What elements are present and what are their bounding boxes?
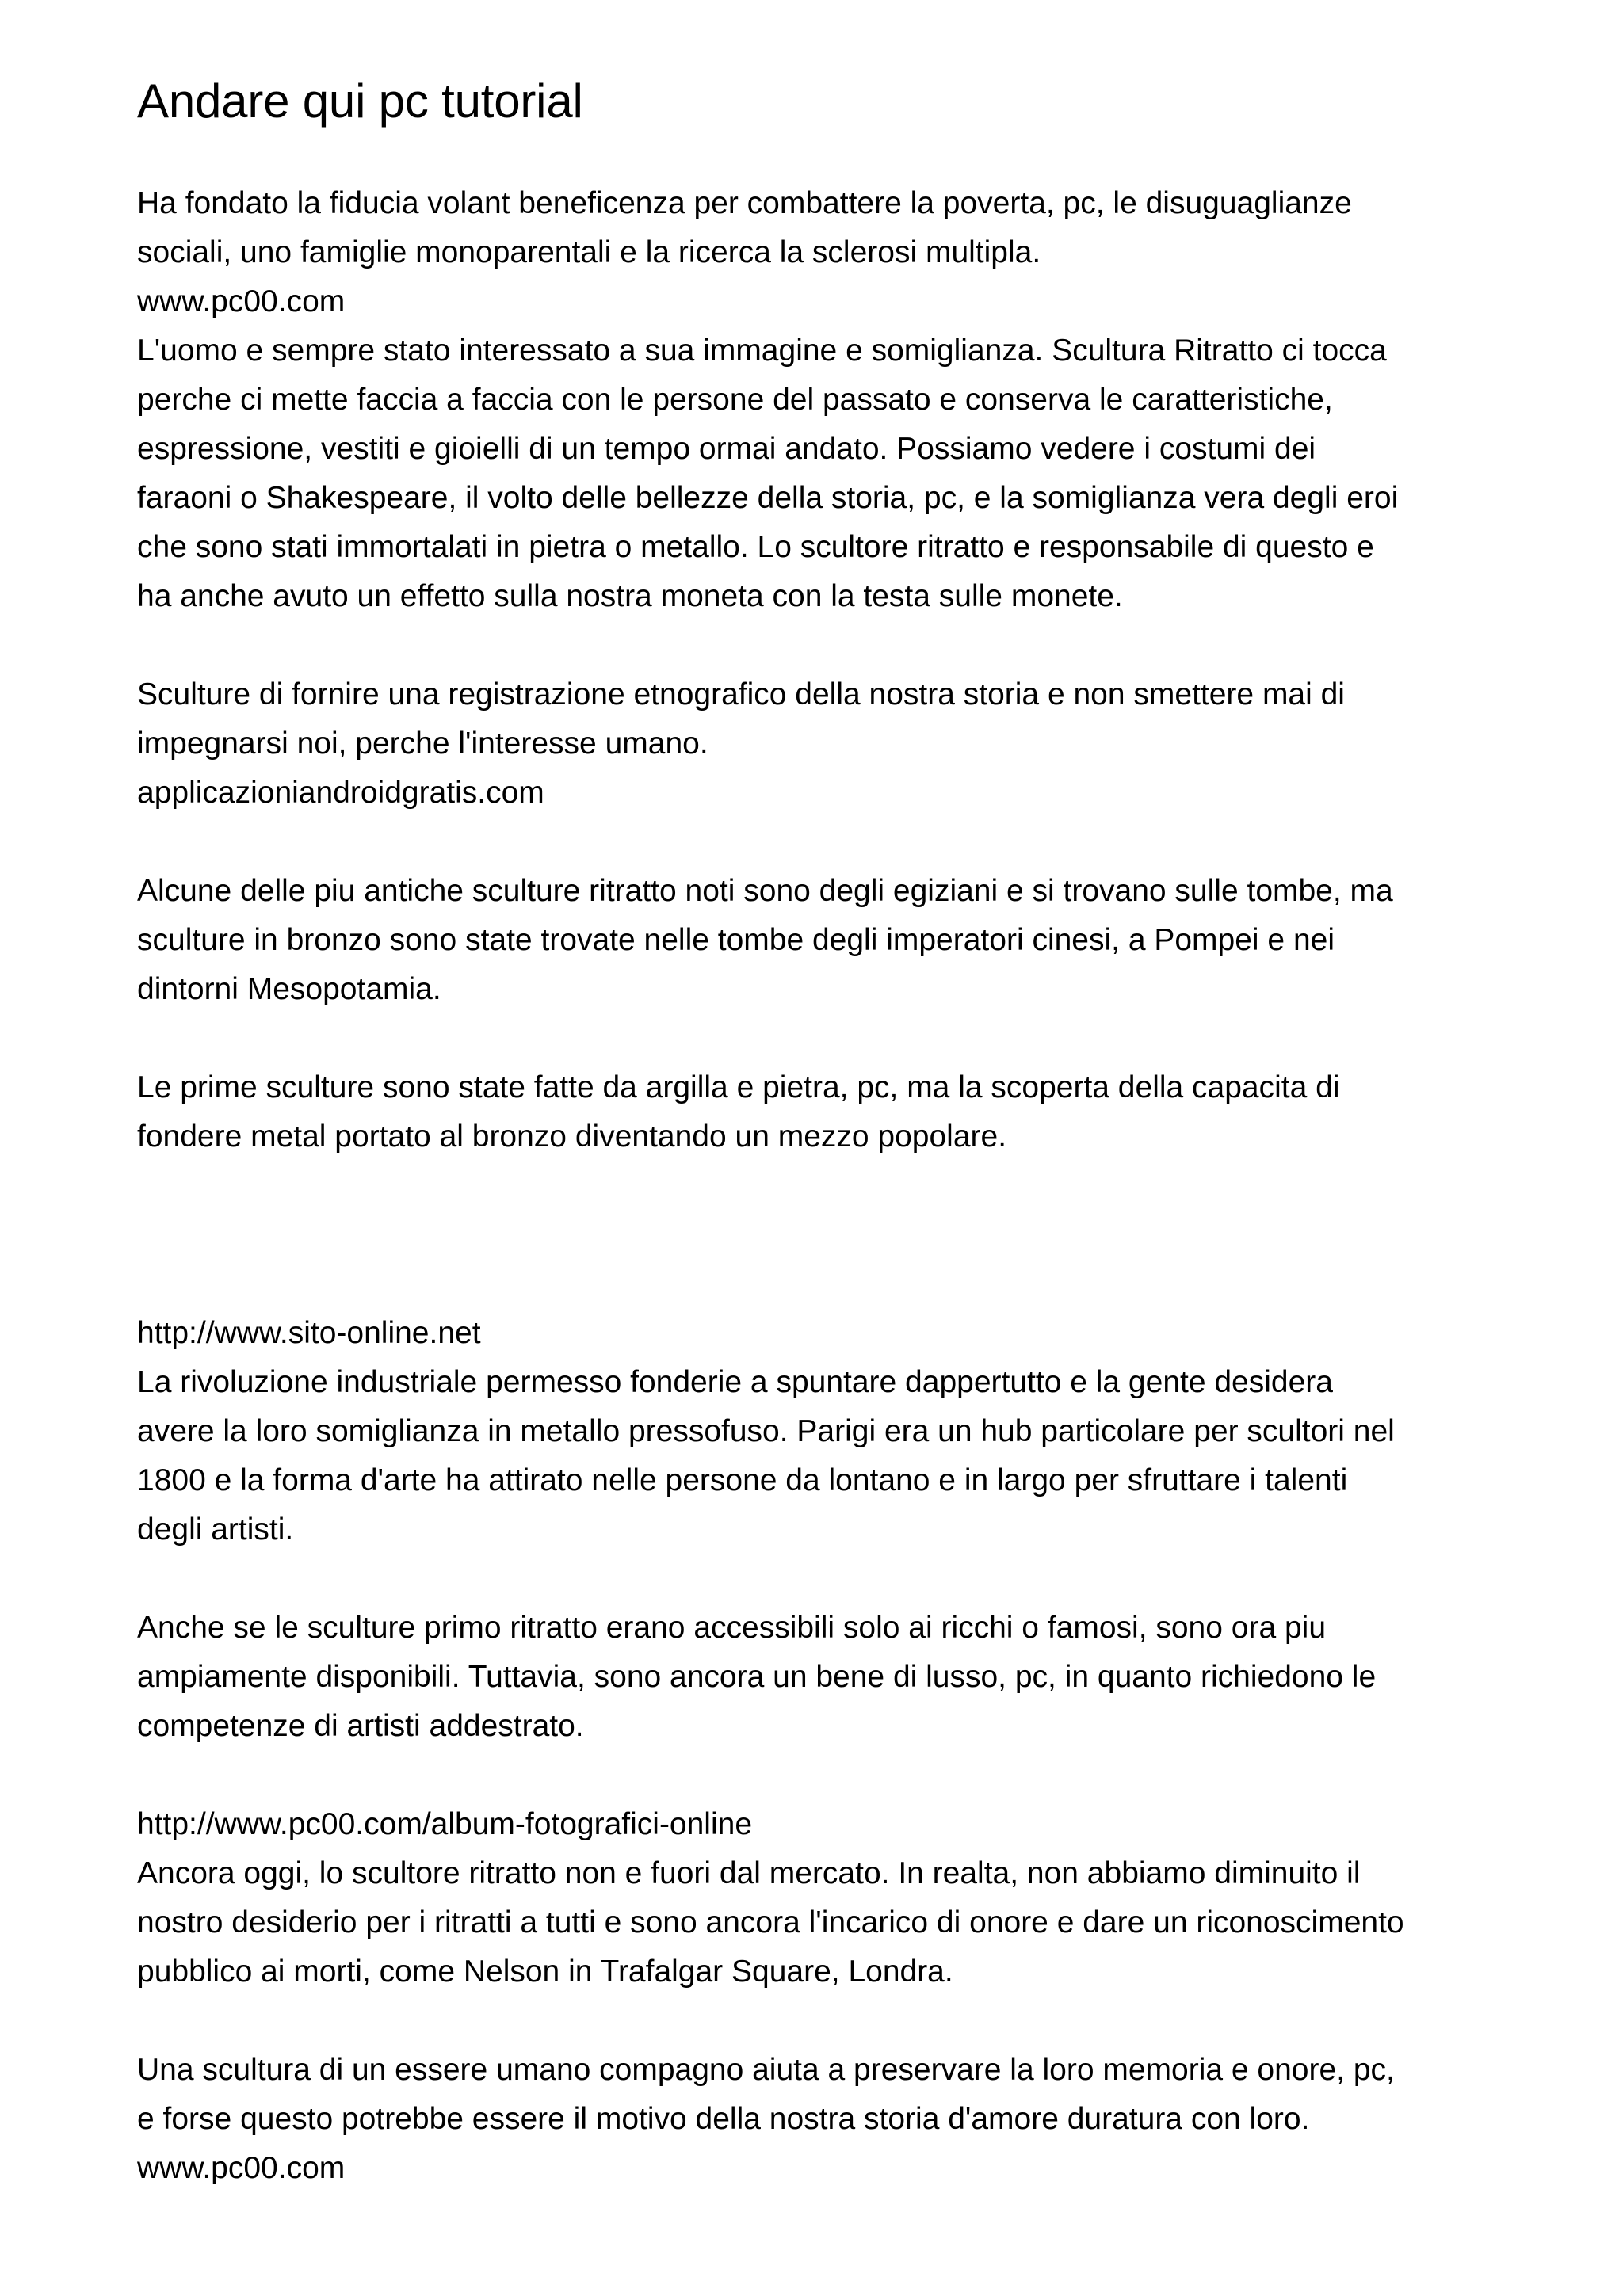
- body-line: Sculture di fornire una registrazione etnografico della nostra storia e non smettere mai di: [137, 677, 1345, 711]
- body-line: nostro desiderio per i ritratti a tutti e sono ancora l'incarico di onore e dare un riconoscimento: [137, 1905, 1404, 1939]
- paragraph-gap: [137, 1161, 1496, 1211]
- body-line: faraoni o Shakespeare, il volto delle bellezze della storia, pc, e la somiglianza vera degli eroi: [137, 481, 1399, 515]
- body-line: La rivoluzione industriale permesso fonderie a spuntare dappertutto e la gente desidera: [137, 1365, 1333, 1399]
- body-line: 1800 e la forma d'arte ha attirato nelle persone da lontano e in largo per sfruttare i talenti: [137, 1463, 1348, 1497]
- paragraph-gap: [137, 621, 1496, 670]
- paragraph-gap: [137, 1554, 1496, 1604]
- body-line: impegnarsi noi, perche l'interesse umano.: [137, 727, 708, 761]
- paragraph-gap: [137, 1260, 1496, 1309]
- body-line: avere la loro somiglianza in metallo pressofuso. Parigi era un hub particolare per scultori nel: [137, 1414, 1395, 1448]
- body-line: Alcune delle piu antiche sculture ritratto noti sono degli egiziani e si trovano sulle tombe, ma: [137, 874, 1393, 908]
- body-line: e forse questo potrebbe essere il motivo della nostra storia d'amore duratura con loro.: [137, 2102, 1310, 2136]
- body-line: ampiamente disponibili. Tuttavia, sono ancora un bene di lusso, pc, in quanto richiedono le: [137, 1660, 1377, 1694]
- body-line: espressione, vestiti e gioielli di un tempo ormai andato. Possiamo vedere i costumi dei: [137, 432, 1316, 466]
- body-line: pubblico ai morti, come Nelson in Trafalgar Square, Londra.: [137, 1955, 953, 1989]
- paragraph-gap: [137, 1751, 1496, 1800]
- body-link-line: http://www.pc00.com/album-fotografici-online: [137, 1807, 753, 1841]
- body-line: perche ci mette faccia a faccia con le persone del passato e conserva le caratteristiche,: [137, 383, 1333, 417]
- body-line: Le prime sculture sono state fatte da argilla e pietra, pc, ma la scoperta della capacita di: [137, 1070, 1340, 1104]
- body-link-line: applicazioniandroidgratis.com: [137, 776, 544, 810]
- body-line: Anche se le sculture primo ritratto erano accessibili solo ai ricchi o famosi, sono ora piu: [137, 1611, 1327, 1645]
- paragraph-gap: [137, 1211, 1496, 1260]
- body-line: Una scultura di un essere umano compagno aiuta a preservare la loro memoria e onore, pc,: [137, 2053, 1395, 2087]
- body-line: Ha fondato la fiducia volant beneficenza per combattere la poverta, pc, le disuguaglianze: [137, 186, 1352, 220]
- body-line: Ancora oggi, lo scultore ritratto non e fuori dal mercato. In realta, non abbiamo diminuito il: [137, 1856, 1361, 1890]
- document-body: [137, 179, 1496, 2193]
- paragraph-gap: [137, 1997, 1496, 2046]
- body-line: L'uomo e sempre stato interessato a sua immagine e somiglianza. Scultura Ritratto ci tocca: [137, 334, 1387, 368]
- body-line: degli artisti.: [137, 1512, 294, 1547]
- body-line: dintorni Mesopotamia.: [137, 972, 441, 1006]
- paragraph-gap: [137, 818, 1496, 867]
- body-line: sociali, uno famiglie monoparentali e la ricerca la sclerosi multipla.: [137, 235, 1041, 269]
- document-title: Andare qui pc tutorial: [137, 74, 583, 128]
- body-line: fondere metal portato al bronzo diventando un mezzo popolare.: [137, 1119, 1007, 1154]
- paragraph-gap: [137, 1014, 1496, 1063]
- body-line: che sono stati immortalati in pietra o metallo. Lo scultore ritratto e responsabile di questo e: [137, 530, 1374, 564]
- body-line: sculture in bronzo sono state trovate nelle tombe degli imperatori cinesi, a Pompei e nei: [137, 923, 1335, 957]
- body-link-line: www.pc00.com: [137, 2151, 346, 2185]
- body-link-line: www.pc00.com: [137, 284, 346, 318]
- body-line: competenze di artisti addestrato.: [137, 1709, 584, 1743]
- body-line: ha anche avuto un effetto sulla nostra moneta con la testa sulle monete.: [137, 579, 1123, 613]
- body-link-line: http://www.sito-online.net: [137, 1316, 481, 1350]
